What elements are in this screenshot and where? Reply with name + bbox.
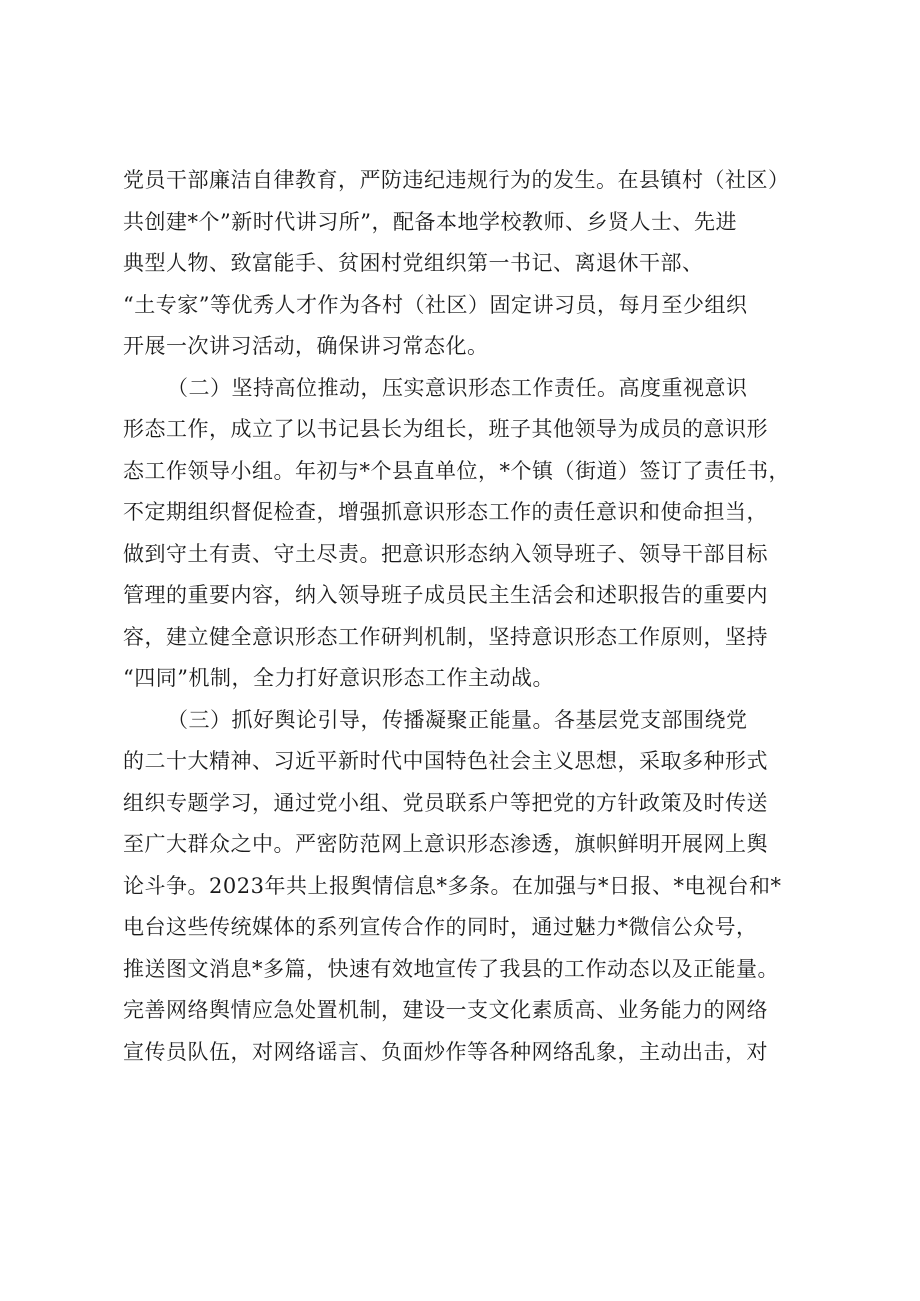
paragraph-2-line-1: （二）坚持高位推动，压实意识形态工作责任。高度重视意识	[167, 375, 748, 400]
paragraph-3-line-1: （三）抓好舆论引导，传播凝聚正能量。各基层党支部围绕党	[167, 707, 748, 732]
paragraph-1-line-3: 典型人物、致富能手、贫困村党组织第一书记、离退休干部、	[123, 251, 704, 275]
paragraph-2-line-6: 管理的重要内容，纳入领导班子成员民主生活会和述职报告的重要内	[123, 583, 768, 607]
paragraph-3-line-9: 宣传员队伍，对网络谣言、负面炒作等各种网络乱象，主动出击，对	[123, 1039, 768, 1064]
paragraph-1-line-1: 党员干部廉洁自律教育，严防违纪违规行为的发生。在县镇村（社区）	[123, 168, 790, 192]
paragraph-3-line-7: 推送图文消息*多篇，快速有效地宣传了我县的工作动态以及正能量。	[123, 956, 779, 981]
paragraph-3-line-6: 电台这些传统媒体的系列宣传合作的同时，通过魅力*微信公众号，	[123, 915, 758, 939]
paragraph-3-line-5: 论斗争。2023年共上报舆情信息*多条。在加强与*日报、*电视台和*	[123, 873, 782, 898]
paragraph-3-line-3: 组织专题学习，通过党小组、党员联系户等把党的方针政策及时传送	[123, 790, 768, 815]
paragraph-2-line-8: “四同”机制，全力打好意识形态工作主动战。	[123, 666, 554, 690]
paragraph-2-line-4: 不定期组织督促检查，增强抓意识形态工作的责任意识和使命担当，	[123, 500, 768, 524]
paragraph-1-line-2: 共创建*个”新时代讲习所”，配备本地学校教师、乡贤人士、先进	[123, 209, 737, 234]
paragraph-1-line-5: 开展一次讲习活动，确保讲习常态化。	[123, 334, 489, 358]
paragraph-3-line-4: 至广大群众之中。严密防范网上意识形态渗透，旗帜鲜明开展网上舆	[123, 832, 768, 856]
paragraph-3-line-8: 完善网络舆情应急处置机制，建设一支文化素质高、业务能力的网络	[123, 998, 768, 1022]
paragraph-2-line-5: 做到守土有责、守土尽责。把意识形态纳入领导班子、领导干部目标	[123, 541, 768, 566]
paragraph-2-line-3: 态工作领导小组。年初与*个县直单位，*个镇（街道）签订了责任书，	[123, 458, 790, 483]
paragraph-2-line-2: 形态工作，成立了以书记县长为组长，班子其他领导为成员的意识形	[123, 417, 768, 441]
paragraph-2-line-7: 容，建立健全意识形态工作研判机制，坚持意识形态工作原则，坚持	[123, 624, 768, 649]
document-body	[123, 160, 813, 1073]
paragraph-3-line-2: 的二十大精神、习近平新时代中国特色社会主义思想，采取多种形式	[123, 749, 768, 773]
paragraph-1-line-4: “土专家”等优秀人才作为各村（社区）固定讲习员，每月至少组织	[123, 292, 748, 317]
